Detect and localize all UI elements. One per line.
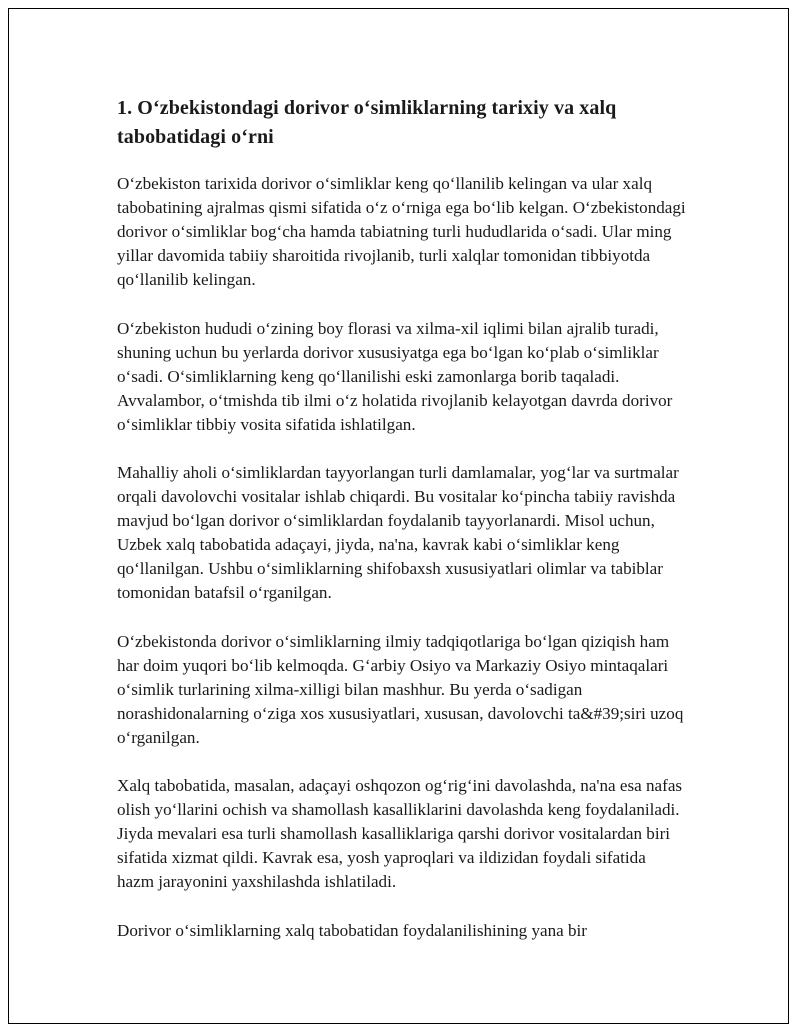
paragraph-6: Dorivor o‘simliklarning xalq tabobatidan foydalanilishining yana bir [117,920,587,940]
paragraph-3: Mahalliy aholi o‘simliklardan tayyorlangan turli damlamalar, yog‘lar va surtmalar orqali davolovchi vositalar ishlab chiqardi. Bu vositalar ko‘pincha tabiiy ravishda mavjud bo‘lgan dorivor o‘simliklardan foydalanib tayyorlanardi. Misol uchun, Uzbek xalq tabobatida adaçayi, jiyda, na'na, kavrak kabi o‘simliklar keng qo‘llanilgan. Ushbu o‘simliklarning shifobaxsh xususiyatlari olimlar va tabiblar tomonidan batafsil o‘rganilgan. [117,463,679,602]
section-heading: 1. O‘zbekistondagi dorivor o‘simliklarning tarixiy va xalq tabobatidagi o‘rni [117,97,617,148]
paragraph-2: O‘zbekiston hududi o‘zining boy florasi va xilma-xil iqlimi bilan ajralib turadi, shuning uchun bu yerlarda dorivor xususiyatga ega bo‘lgan ko‘plab o‘simliklar o‘sadi. O‘simliklarning keng qo‘llanilishi eski zamonlarga borib taqaladi. Avvalambor, o‘tmishda tib ilmi o‘z holatida rivojlanib kelayotgan davrda dorivor o‘simliklar tibbiy vosita sifatida ishlatilgan. [117,318,673,434]
document-body [117,94,687,967]
paragraph-4: O‘zbekistonda dorivor o‘simliklarning ilmiy tadqiqotlariga bo‘lgan qiziqish ham har doim yuqori bo‘lib kelmoqda. G‘arbiy Osiyo va Markaziy Osiyo mintaqalari o‘simlik turlarining xilma-xilligi bilan mashhur. Bu yerda o‘sadigan norashidonalarning o‘ziga xos xususiyatlari, xususan, davolovchi ta&#39;siri uzoq o‘rganilgan. [117,631,684,747]
paragraph-5: Xalq tabobatida, masalan, adaçayi oshqozon og‘rig‘ini davolashda, na'na esa nafas olish yo‘llarini ochish va shamollash kasalliklarini davolashda keng foydalaniladi. Jiyda mevalari esa turli shamollash kasalliklariga qarshi dorivor vositalardan biri sifatida xizmat qildi. Kavrak esa, yosh yaproqlari va ildizidan foydali sifatida hazm jarayonini yaxshilashda ishlatiladi. [117,776,683,891]
paragraph-1: O‘zbekiston tarixida dorivor o‘simliklar keng qo‘llanilib kelingan va ular xalq tabobatining ajralmas qismi sifatida o‘z o‘rniga ega bo‘lib kelgan. O‘zbekistondagi dorivor o‘simliklar bog‘cha hamda tabiatning turli hududlarida o‘sadi. Ular ming yillar davomida tabiiy sharoitida rivojlanib, turli xalqlar tomonidan tibbiyotda qo‘llanilib kelingan. [117,174,686,289]
